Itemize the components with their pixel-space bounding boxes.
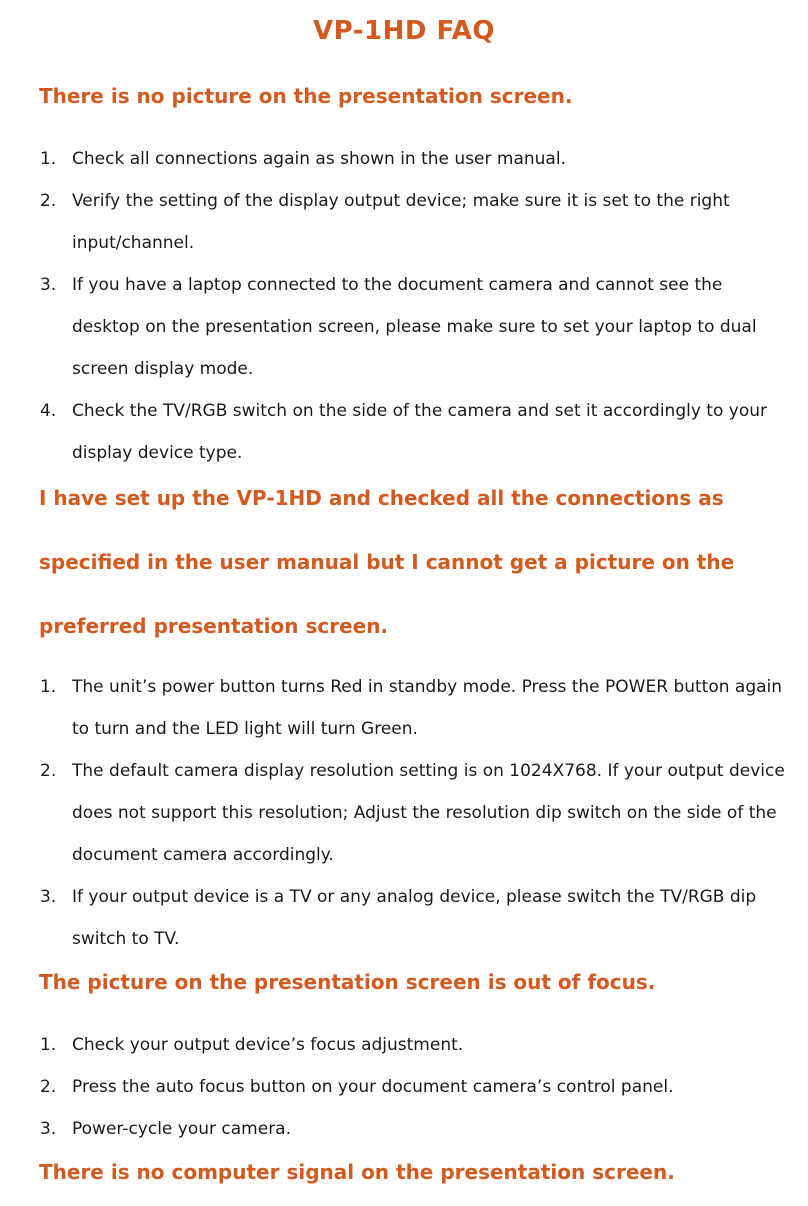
step-number: 3.: [40, 1119, 57, 1139]
list-item: [0, 264, 808, 390]
list-item: [0, 180, 808, 264]
step-number: 4.: [40, 401, 57, 421]
step-number: 1.: [40, 149, 57, 169]
list-item: [0, 876, 808, 960]
list-item: [0, 1108, 808, 1150]
step-text: If your output device is a TV or any analog device, please switch the TV/RGB dip switch to TV.: [72, 887, 757, 949]
list-item: [0, 750, 808, 876]
list-item: [0, 666, 808, 750]
step-text: Check the TV/RGB switch on the side of the camera and set it accordingly to your display device type.: [72, 401, 767, 463]
step-text: The default camera display resolution setting is on 1024X768. If your output device does not support this resolution; Adjust the resolution dip switch on the side of the document camera accordingly.: [72, 761, 785, 865]
step-text: If you have a laptop connected to the document camera and cannot see the desktop on the presentation screen, please make sure to set your laptop to dual screen display mode.: [72, 275, 757, 379]
step-number: 3.: [40, 275, 57, 295]
step-number: 1.: [40, 677, 57, 697]
step-number: 1.: [40, 1035, 57, 1055]
list-item: [0, 1024, 808, 1066]
list-item: [0, 138, 808, 180]
step-text: Press the auto focus button on your document camera’s control panel.: [72, 1077, 674, 1097]
document-title: VP-1HD FAQ: [313, 16, 495, 46]
step-text: Power-cycle your camera.: [72, 1119, 292, 1139]
faq-question-setup-no-picture: I have set up the VP-1HD and checked all the connections as specified in the user manual but I cannot get a picture on the preferred presentation screen.: [39, 486, 735, 638]
faq-steps-no-picture: [0, 138, 808, 474]
faq-steps-setup-no-picture: [0, 666, 808, 960]
step-number: 3.: [40, 887, 57, 907]
list-item: [0, 390, 808, 474]
faq-steps-out-of-focus: [0, 1024, 808, 1150]
step-text: Verify the setting of the display output device; make sure it is set to the right input/channel.: [72, 191, 730, 253]
step-text: Check your output device’s focus adjustment.: [72, 1035, 464, 1055]
step-number: 2.: [40, 761, 57, 781]
list-item: [0, 1066, 808, 1108]
step-text: Check all connections again as shown in the user manual.: [72, 149, 566, 169]
faq-question-no-picture: There is no picture on the presentation screen.: [39, 84, 573, 108]
step-text: The unit’s power button turns Red in standby mode. Press the POWER button again to turn and the LED light will turn Green.: [72, 677, 783, 739]
faq-question-out-of-focus: The picture on the presentation screen is out of focus.: [39, 970, 656, 994]
step-number: 2.: [40, 1077, 57, 1097]
faq-question-no-computer-signal: There is no computer signal on the presentation screen.: [39, 1160, 675, 1184]
step-number: 2.: [40, 191, 57, 211]
